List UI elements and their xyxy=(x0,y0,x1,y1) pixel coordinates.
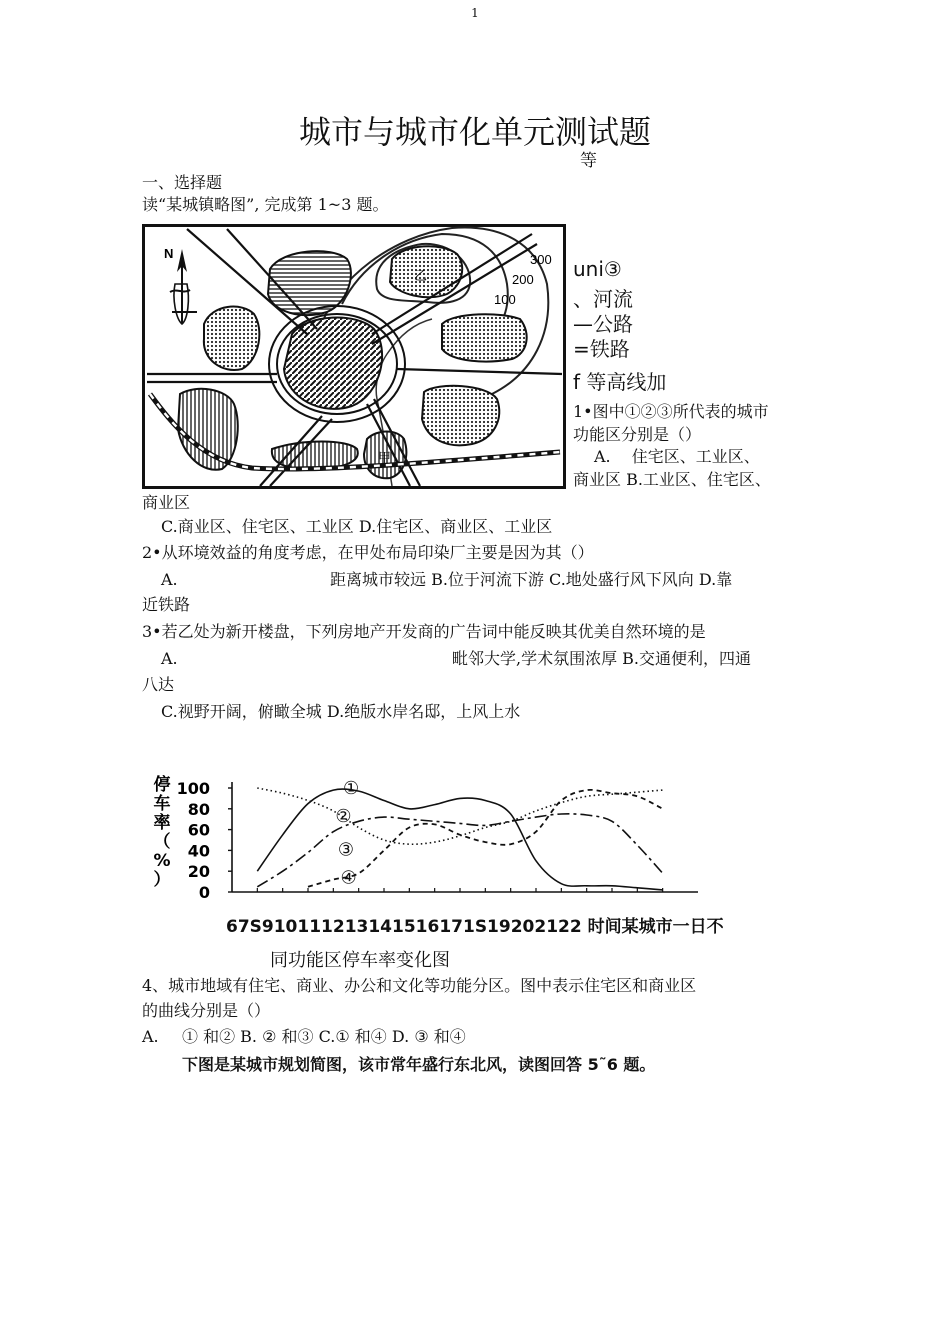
series-line-4 xyxy=(308,790,663,887)
legend-item-river: 、河流 xyxy=(573,287,633,311)
contour-label-300: 300 xyxy=(530,252,552,267)
y-tick-label: 0 xyxy=(198,883,210,902)
series-marker-2: ② xyxy=(335,806,352,828)
q3-option-a-label: A. xyxy=(161,649,178,668)
zone-jia-label: 甲 xyxy=(378,451,392,466)
q1-stem-line2: 功能区分别是（） xyxy=(573,425,702,444)
q4-stem-line2: 的曲线分别是（） xyxy=(142,1001,271,1020)
q2-options-wrap: 近铁路 xyxy=(142,595,191,614)
q4-options: ① 和② B. ② 和③ C.① 和④ D. ③ 和④ xyxy=(182,1027,466,1046)
next-section-instruction: 下图是某城市规划简图，该市常年盛行东北风，读图回答 5˜6 题。 xyxy=(182,1055,656,1074)
y-tick-label: 100 xyxy=(176,779,210,798)
q2-option-a-label: A. xyxy=(161,570,178,589)
y-axis-label-char: ） xyxy=(153,870,171,890)
contour-label-200: 200 xyxy=(512,272,534,287)
section-intro: 读“某城镇略图”, 完成第 1~3 题。 xyxy=(142,195,389,214)
q4-stem-line1: 4、城市地域有住宅、商业、办公和文化等功能分区。图中表示住宅区和商业区 xyxy=(142,976,697,995)
q3-options-cd: C.视野开阔，俯瞰全城 D.绝版水岸名邸，上风上水 xyxy=(161,702,521,721)
q1-options-cont: 商业区 B.工业区、住宅区、 xyxy=(573,470,771,489)
chart-caption-line1: 67S910111213141516171S19202122 时间某城市一日不 xyxy=(226,917,724,937)
title-overlap-mark: 等 xyxy=(580,151,597,171)
parking-rate-chart xyxy=(140,768,710,908)
q4-option-a-label: A. xyxy=(142,1027,159,1046)
q3-stem: 3•若乙处为新开楼盘，下列房地产开发商的广告词中能反映其优美自然环境的是 xyxy=(142,622,706,641)
contour-label-100: 100 xyxy=(494,292,516,307)
y-tick-label: 20 xyxy=(187,862,210,882)
legend-item-road: —公路 xyxy=(573,312,633,336)
north-label: N xyxy=(164,246,174,261)
legend-item-contour: f 等高线加 xyxy=(573,370,667,394)
y-axis-label-char: 停 xyxy=(153,775,171,795)
y-tick-label: 40 xyxy=(187,841,210,861)
chart-caption-line2: 同功能区停车率变化图 xyxy=(270,950,450,971)
y-axis-label-char: （ xyxy=(153,832,171,852)
y-tick-label: 80 xyxy=(187,799,210,819)
zone-vertical-hatch-south xyxy=(272,442,358,470)
chart-y-axis-label xyxy=(153,774,171,890)
series-marker-4: ④ xyxy=(340,867,357,889)
q2-stem: 2•从环境效益的角度考虑，在甲处布局印染厂主要是因为其（） xyxy=(142,543,594,562)
series-marker-1: ① xyxy=(342,778,360,799)
y-axis-label-char: 车 xyxy=(153,794,171,814)
zone-dotted-east xyxy=(442,314,527,361)
zone-dotted-southeast xyxy=(422,386,499,445)
town-map-figure xyxy=(142,224,566,490)
zone-yi-label: 乙 xyxy=(414,269,428,284)
series-marker-3: ③ xyxy=(337,839,355,861)
city-center xyxy=(284,318,382,409)
section-heading: 一、选择题 xyxy=(142,173,223,192)
page-number: 1 xyxy=(471,6,479,20)
q3-options-wrap: 八达 xyxy=(142,675,175,694)
legend-item-railway: =铁路 xyxy=(573,337,630,361)
y-axis-label-char: % xyxy=(153,851,171,871)
q2-options: 距离城市较远 B.位于河流下游 C.地处盛行风下风向 D.靠 xyxy=(330,570,733,589)
legend-item-1: uni③ xyxy=(573,257,622,281)
y-axis-label-char: 率 xyxy=(153,813,171,833)
q1-option-a: A. 住宅区、工业区、 xyxy=(594,447,760,466)
series-line-3 xyxy=(257,814,662,887)
q1-options-wrap: 商业区 xyxy=(142,493,191,512)
q3-options: 毗邻大学,学术氛围浓厚 B.交通便利，四通 xyxy=(452,649,752,668)
q1-stem-line1: 1•图中①②③所代表的城市 xyxy=(573,402,769,421)
q1-options-cd: C.商业区、住宅区、工业区 D.住宅区、商业区、工业区 xyxy=(161,517,553,536)
zone-dotted-west xyxy=(204,307,259,370)
page-title: 城市与城市化单元测试题 xyxy=(298,113,651,151)
y-tick-label: 60 xyxy=(187,820,210,840)
